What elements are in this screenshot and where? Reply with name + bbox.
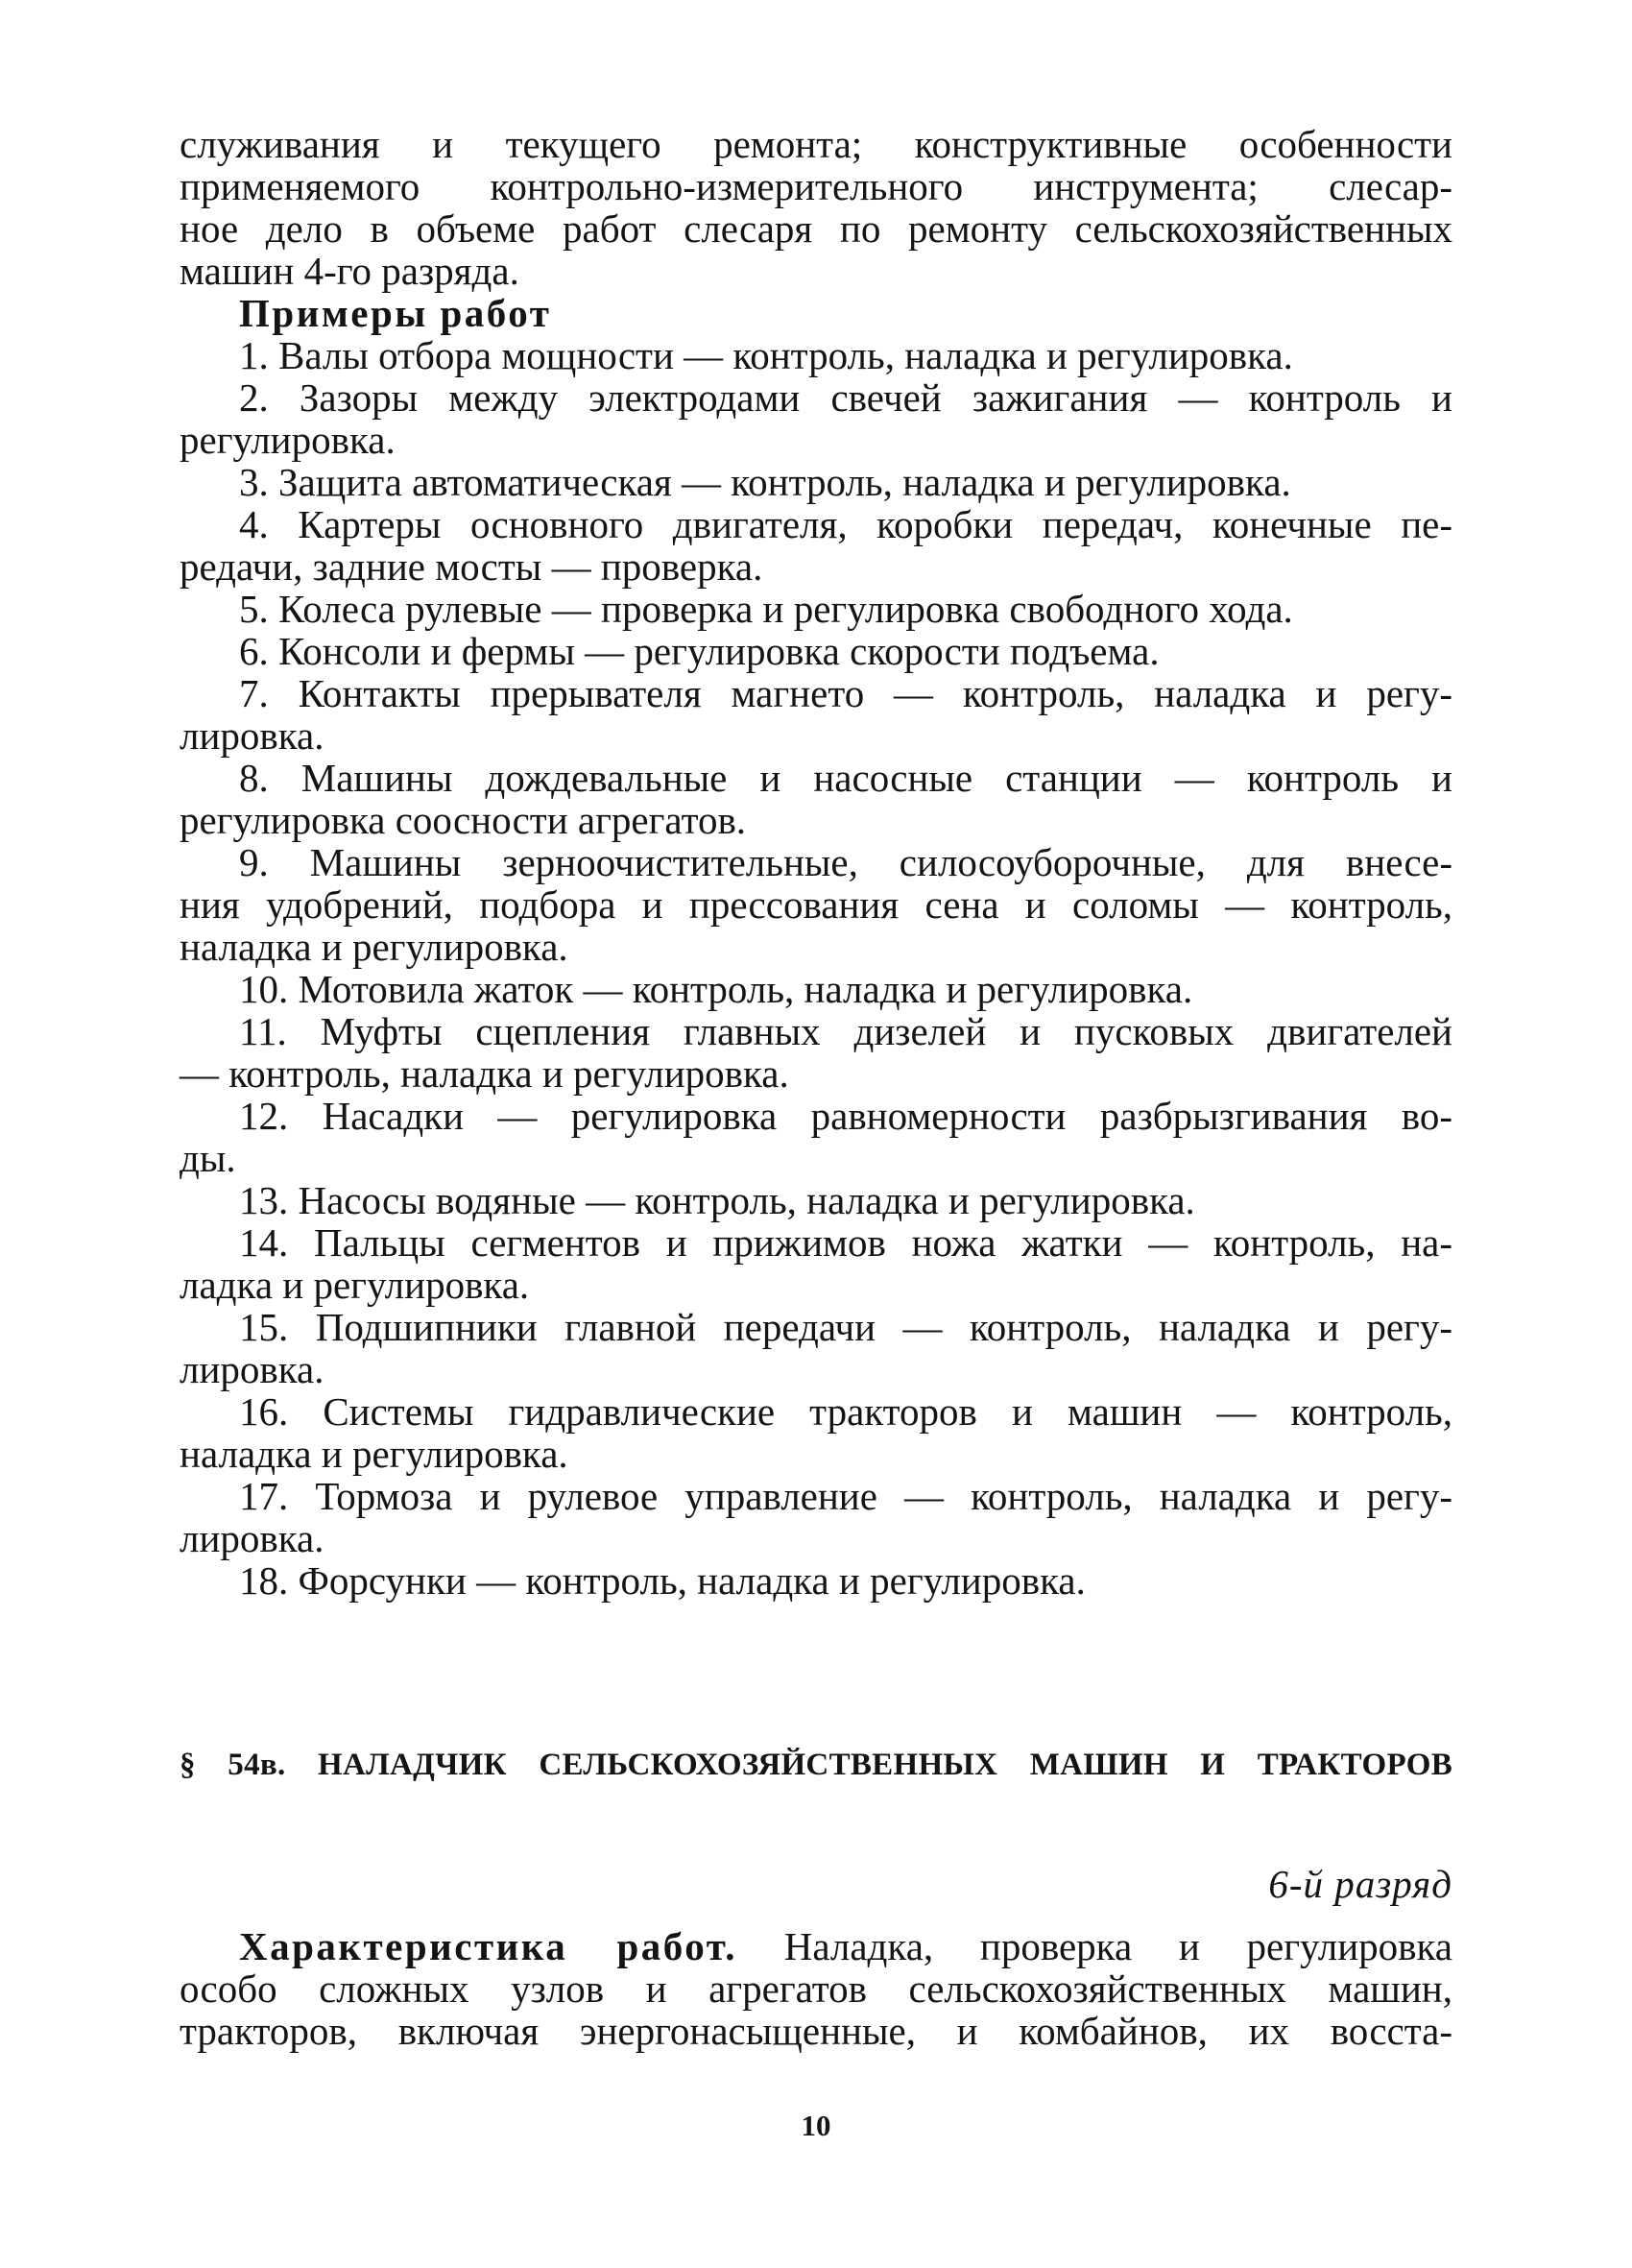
characteristics-paragraph: [180, 1925, 1452, 2052]
example-line: 3. Защита автоматическая — контроль, наладка и регулировка.: [239, 460, 1291, 504]
example-line: 9. Машины зерноочистительные, силосоуборочные, для внесе-: [239, 840, 1452, 884]
intro-line: применяемого контрольно-измерительного инструмента; слесар-: [180, 164, 1452, 208]
example-line: ладка и регулировка.: [180, 1263, 530, 1307]
example-line: 7. Контакты прерывателя магнето — контроль, наладка и регу-: [239, 671, 1452, 715]
example-item: [180, 588, 1452, 630]
example-line: 12. Насадки — регулировка равномерности разбрызгивания во-: [239, 1094, 1452, 1138]
example-item: [180, 757, 1452, 841]
example-item: [180, 1221, 1452, 1306]
example-line: 13. Насосы водяные — контроль, наладка и регулировка.: [239, 1178, 1195, 1222]
intro-line: машин 4-го разряда.: [180, 249, 519, 293]
example-item: [180, 461, 1452, 503]
example-line: 5. Колеса рулевые — проверка и регулировка свободного хода.: [239, 587, 1293, 631]
example-item: [180, 334, 1452, 376]
example-line: 1. Валы отбора мощности — контроль, наладка и регулировка.: [239, 333, 1293, 377]
example-item: [180, 841, 1452, 968]
example-line: 11. Муфты сцепления главных дизелей и пусковых двигателей: [239, 1009, 1452, 1053]
example-line: лировка.: [180, 1347, 324, 1391]
example-line: 4. Картеры основного двигателя, коробки передач, конечные пе-: [239, 502, 1452, 546]
example-line: регулировка.: [180, 418, 396, 462]
example-line: 10. Мотовила жаток — контроль, наладка и регулировка.: [239, 967, 1193, 1011]
characteristics-line: особо сложных узлов и агрегатов сельскохозяйственных машин,: [180, 1966, 1452, 2011]
example-item: [180, 968, 1452, 1010]
example-item: [180, 503, 1452, 588]
example-item: [180, 630, 1452, 672]
example-line: наладка и регулировка.: [180, 925, 568, 969]
example-line: ния удобрений, подбора и прессования сена и соломы — контроль,: [180, 882, 1452, 927]
example-line: — контроль, наладка и регулировка.: [180, 1051, 789, 1096]
example-item: [180, 1390, 1452, 1475]
page-body: [180, 123, 1452, 1602]
example-line: редачи, задние мосты — проверка.: [180, 544, 763, 589]
example-item: [180, 672, 1452, 757]
example-line: лировка.: [180, 1516, 324, 1560]
intro-line: ное дело в объеме работ слесаря по ремонту сельскохозяйственных: [180, 206, 1452, 251]
characteristics-lines: [180, 1967, 1452, 2052]
section-heading: § 54в. НАЛАДЧИК СЕЛЬСКОХОЗЯЙСТВЕННЫХ МАШИН И ТРАКТОРОВ: [180, 1748, 1452, 1782]
example-line: 8. Машины дождевальные и насосные станции — контроль и: [239, 756, 1452, 800]
characteristics-label: Характеристика работ.: [239, 1924, 738, 1968]
characteristics-first-line: [180, 1925, 1452, 1967]
example-line: 17. Тормоза и рулевое управление — контроль, наладка и регу-: [239, 1474, 1452, 1518]
example-line: 14. Пальцы сегментов и прижимов ножа жатки — контроль, на-: [239, 1220, 1452, 1265]
example-item: [180, 1559, 1452, 1602]
grade-label: 6-й разряд: [1268, 1862, 1452, 1906]
example-line: ды.: [180, 1136, 236, 1180]
example-item: [180, 1306, 1452, 1390]
characteristics-line: тракторов, включая энергонасыщенные, и комбайнов, их восста-: [180, 2009, 1452, 2053]
example-item: [180, 1010, 1452, 1095]
example-item: [180, 1179, 1452, 1221]
example-item: [180, 376, 1452, 461]
example-line: 2. Зазоры между электродами свечей зажигания — контроль и: [239, 375, 1452, 420]
examples-heading: Примеры работ: [239, 291, 552, 335]
intro-paragraph: [180, 123, 1452, 292]
example-line: 6. Консоли и фермы — регулировка скорости подъема.: [239, 629, 1160, 673]
examples-list: [180, 334, 1452, 1602]
example-line: наладка и регулировка.: [180, 1432, 568, 1476]
characteristics-first-line-text: Наладка, проверка и регулировка: [737, 1924, 1452, 1968]
example-line: 16. Системы гидравлические тракторов и машин — контроль,: [239, 1389, 1452, 1434]
example-line: 15. Подшипники главной передачи — контроль, наладка и регу-: [239, 1305, 1452, 1349]
example-item: [180, 1095, 1452, 1179]
page-number: 10: [801, 2109, 831, 2142]
intro-line: служивания и текущего ремонта; конструктивные особенности: [180, 122, 1452, 166]
example-item: [180, 1475, 1452, 1559]
example-line: 18. Форсунки — контроль, наладка и регулировка.: [239, 1558, 1086, 1603]
example-line: регулировка соосности агрегатов.: [180, 798, 747, 842]
example-line: лировка.: [180, 713, 324, 758]
